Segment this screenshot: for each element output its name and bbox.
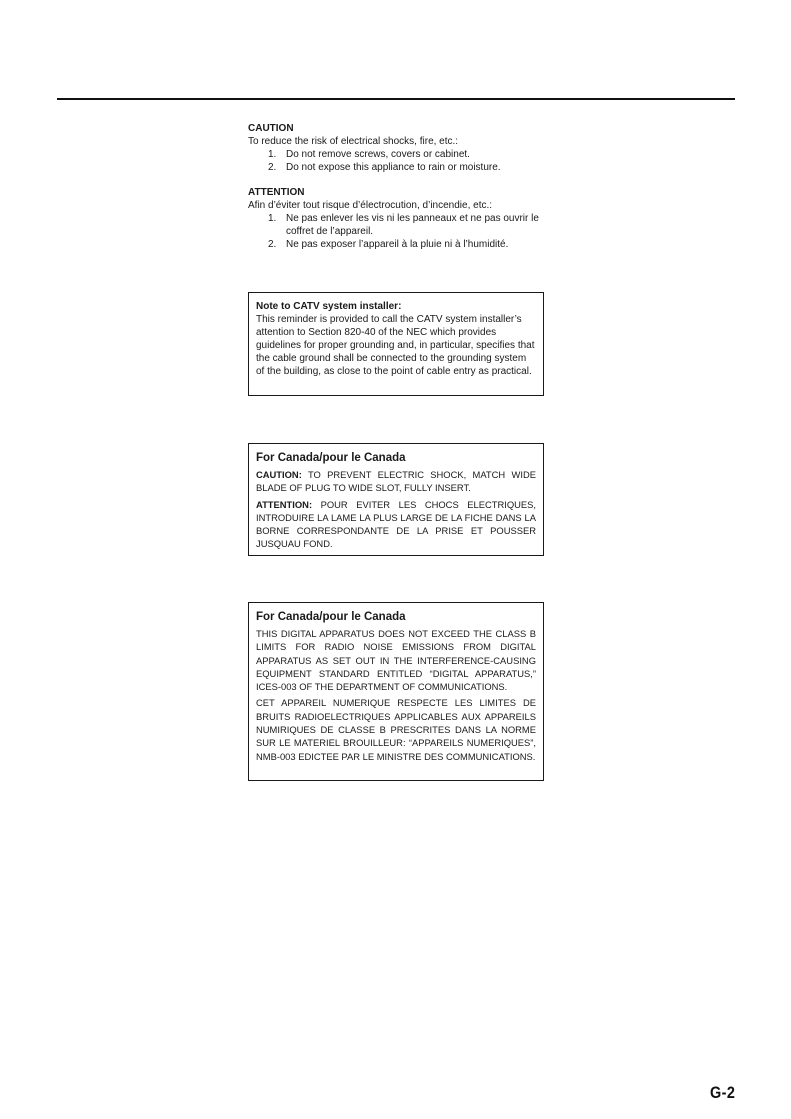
list-text: Ne pas enlever les vis ni les panneaux et ne pas ouvrir le coffret de l’appareil. (286, 213, 539, 237)
list-number: 1. (268, 149, 277, 160)
canada-ices-french: CET APPAREIL NUMERIQUE RESPECTE LES LIMITES DE BRUITS RADIOELECTRIQUES APPLICABLES AUX APPAREILS NUMIRIQUES DE CLASSE B PRESCRITES DANS LA NORME SUR LE MATERIEL BROUILLEUR: “APPAREILS NUMERIQUES”, NMB-003 EDICTEE PAR LE MINISTRE DES COMMUNICATIONS. (256, 697, 536, 762)
attention-heading: ATTENTION (248, 187, 305, 198)
canada-plug-caution (256, 468, 536, 495)
caution-list-item (248, 148, 558, 161)
attention-list-item (248, 238, 558, 251)
list-text: Do not remove screws, covers or cabinet. (286, 149, 470, 160)
attention-intro: Afin d’éviter tout risque d’électrocution, d’incendie, etc.: (248, 200, 493, 211)
list-number: 1. (268, 213, 277, 224)
catv-installer-note-box (248, 292, 544, 396)
caution-heading: CAUTION (248, 123, 294, 134)
list-text: Ne pas exposer l’appareil à la pluie ni à l’humidité. (286, 239, 509, 250)
canada-ices-title: For Canada/pour le Canada (256, 611, 406, 623)
canada-plug-attention (256, 498, 536, 551)
caution-list-item (248, 161, 558, 174)
canada-plug-notice-box (248, 443, 544, 556)
attention-text: POUR EVITER LES CHOCS ELECTRIQUES, INTRODUIRE LA LAME LA PLUS LARGE DE LA FICHE DANS LA BORNE CORRESPONDANTE DE LA PRISE ET POUSSER JUSQUAU FOND. (256, 498, 536, 550)
list-number: 2. (268, 162, 277, 173)
catv-note-body: This reminder is provided to call the CATV system installer’s attention to Section 820-40 of the NEC which provides guidelines for proper grounding and, in particular, specifies that the cable ground shall be connected to the grounding system of the building, as close to the point of cable entry as practical. (256, 314, 535, 377)
list-number: 2. (268, 239, 277, 250)
caution-lead: CAUTION: (256, 469, 302, 480)
catv-note-title: Note to CATV system installer: (256, 301, 402, 312)
caution-intro: To reduce the risk of electrical shocks, fire, etc.: (248, 136, 459, 147)
attention-section (248, 186, 558, 251)
attention-list-item (248, 212, 558, 238)
canada-ices-english: THIS DIGITAL APPARATUS DOES NOT EXCEED THE CLASS B LIMITS FOR RADIO NOISE EMISSIONS FROM DIGITAL APPARATUS AS SET OUT IN THE INTERFERENCE-CAUSING EQUIPMENT STANDARD ENTITLED “DIGITAL APPARATUS,” ICES-003 OF THE DEPARTMENT OF COMMUNICATIONS. (256, 628, 536, 693)
caution-text: TO PREVENT ELECTRIC SHOCK, MATCH WIDE BLADE OF PLUG TO WIDE SLOT, FULLY INSERT. (256, 469, 536, 494)
attention-list (248, 212, 558, 251)
canada-plug-title: For Canada/pour le Canada (256, 452, 406, 464)
list-text: Do not expose this appliance to rain or moisture. (286, 162, 501, 173)
attention-lead: ATTENTION: (256, 498, 313, 510)
caution-list (248, 148, 558, 174)
page-number: G-2 (710, 1083, 736, 1102)
header-rule (57, 98, 735, 100)
caution-section (248, 122, 558, 174)
canada-ices-notice-box (248, 602, 544, 781)
